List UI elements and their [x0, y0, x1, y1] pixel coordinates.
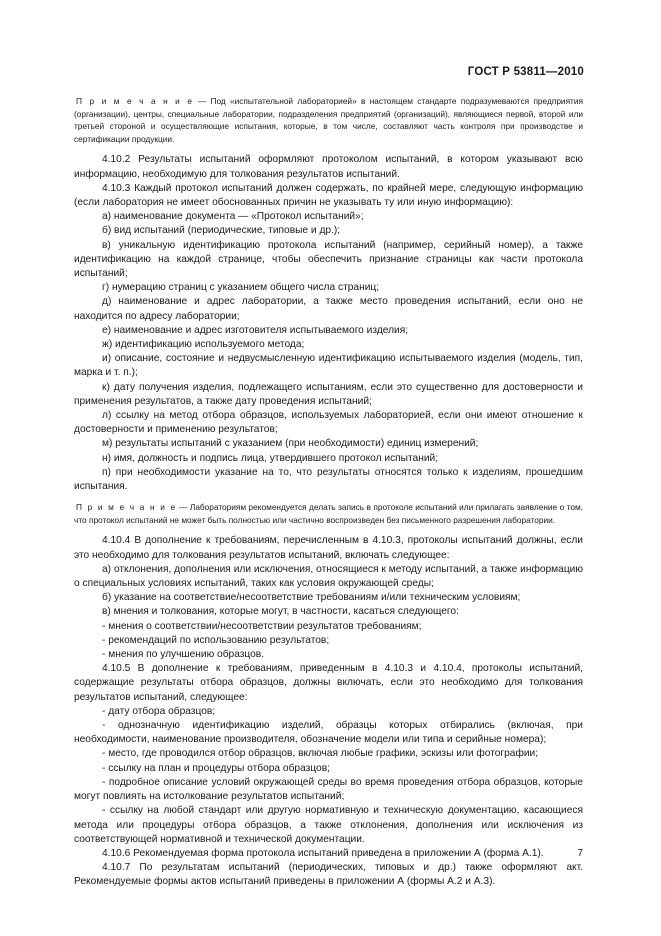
paragraph: 4.10.6 Рекомендуемая форма протокола испытаний приведена в приложении А (форма А.1). — [102, 847, 544, 859]
paragraph: 4.10.3 Каждый протокол испытаний должен содержать, по крайней мере, следующую информацию (если лаборатория не имеет обоснованных причин не указывать ту или иную информацию): — [74, 182, 583, 208]
list-item: е) наименование и адрес изготовителя испытываемого изделия; — [102, 324, 409, 336]
list-item: - место, где проводился отбор образцов, включая любые графики, эскизы или фотографии; — [102, 748, 539, 760]
list-item: б) вид испытаний (периодические, типовые и др.); — [102, 225, 341, 237]
page-header: ГОСТ Р 53811—2010 — [467, 66, 584, 78]
note-1 — [74, 95, 583, 145]
paragraph: 4.10.5 В дополнение к требованиям, приведенным в 4.10.3 и 4.10.4, протоколы испытаний, содержащие результаты отбора образцов, должны включать, если это необходимо для толкования результатов испытаний, следующее: — [74, 663, 583, 703]
list-item: л) ссылку на метод отбора образцов, используемых лабораторией, если они имеют отношение к достоверности и применению результатов; — [74, 410, 583, 436]
note-label: П р и м е ч а н и е — [76, 96, 194, 106]
list-item: к) дату получения изделия, подлежащего испытаниям, если это существенно для достоверности и применения результатов, а также дату проведения испытаний; — [74, 381, 583, 407]
page-number: 7 — [577, 848, 583, 859]
list-item: в) уникальную идентификацию протокола испытаний (например, серийный номер), а также идентификацию на каждой странице, чтобы обеспечить признание страницы как части протокола испытаний; — [74, 239, 583, 279]
list-item: м) результаты испытаний с указанием (при необходимости) единиц измерений; — [102, 438, 479, 450]
list-item: - мнения о соответствии/несоответствии результатов требованиям; — [102, 620, 422, 632]
list-item: - ссылку на любой стандарт или другую нормативную и техническую документацию, касающиеся метода или процедуры отбора образцов, а также отклонения, дополнения или исключения из соответствующей нормативной и технической документации. — [74, 805, 583, 845]
list-item: и) описание, состояние и недвусмысленную идентификацию испытываемого изделия (модель, тип, марка и т. п.); — [74, 353, 583, 379]
list-item: г) нумерацию страниц с указанием общего числа страниц; — [102, 282, 380, 294]
note-text: — Под «испытательной лабораторией» в настоящем стандарте подразумеваются предприятия (организации), центры, специальные лаборатории, подразделения предприятий (организаций), являющиеся первой, второй или третьей стороной и осуществляющие испытания, которые, в том числе, составляют часть контроля при производстве и сертификации продукции. — [74, 96, 583, 144]
list-item: - мнения по улучшению образцов. — [102, 649, 265, 661]
list-item: д) наименование и адрес лаборатории, а также место проведения испытаний, если оно не находится по адресу лаборатории; — [74, 296, 583, 322]
list-item: - подробное описание условий окружающей среды во время проведения отбора образцов, которые могут повлиять на истолкование результатов испытаний; — [74, 776, 583, 803]
list-item: - рекомендаций по использованию результатов; — [102, 634, 330, 646]
paragraph: 4.10.4 В дополнение к требованиям, перечисленным в 4.10.3, протоколы испытаний должны, если это необходимо для толкования результатов испытаний, включать следующее: — [74, 535, 583, 561]
list-item: а) наименование документа — «Протокол испытаний»; — [102, 211, 364, 223]
paragraph: 4.10.2 Результаты испытаний оформляют протоколом испытаний, в котором указывают всю информацию, необходимую для толкования результатов испытаний. — [74, 154, 583, 180]
list-item: - дату отбора образцов; — [102, 705, 216, 717]
list-item: - однозначную идентификацию изделий, образцы которых отбирались (включая, при необходимости, наименование производителя, обозначение модели или типа и серийные номера); — [74, 720, 583, 746]
list-item: н) имя, должность и подпись лица, утвердившего протокол испытаний; — [102, 452, 439, 464]
list-item: а) отклонения, дополнения или исключения, относящиеся к методу испытаний, а также информацию о специальных условиях испытаний, таких как условия окружающей среды; — [74, 563, 583, 590]
page-content — [74, 95, 583, 890]
list-item: - ссылку на план и процедуры отбора образцов; — [102, 762, 330, 774]
list-item: в) мнения и толкования, которые могут, в частности, касаться следующего: — [102, 606, 459, 618]
list-item: ж) идентификацию используемого метода; — [102, 339, 305, 351]
note-text: — Лабораториям рекомендуется делать запись в протоколе испытаний или прилагать заявление о том, что протокол испытаний не может быть полностью или частично воспроизведен без письменного разрешения лаборатории. — [74, 502, 583, 525]
paragraph: 4.10.7 По результатам испытаний (периодических, типовых и др.) также оформляют акт. Рекомендуемые формы актов испытаний приведены в приложении А (формы А.2 и А.3). — [74, 862, 583, 888]
list-item: б) указание на соответствие/несоответствие требованиям и/или техническим условиям; — [102, 592, 521, 604]
list-item: п) при необходимости указание на то, что результаты относятся только к изделиям, прошедшим испытания. — [74, 466, 583, 493]
note-label: П р и м е ч а н и е — [76, 502, 177, 513]
note-2 — [74, 501, 583, 526]
